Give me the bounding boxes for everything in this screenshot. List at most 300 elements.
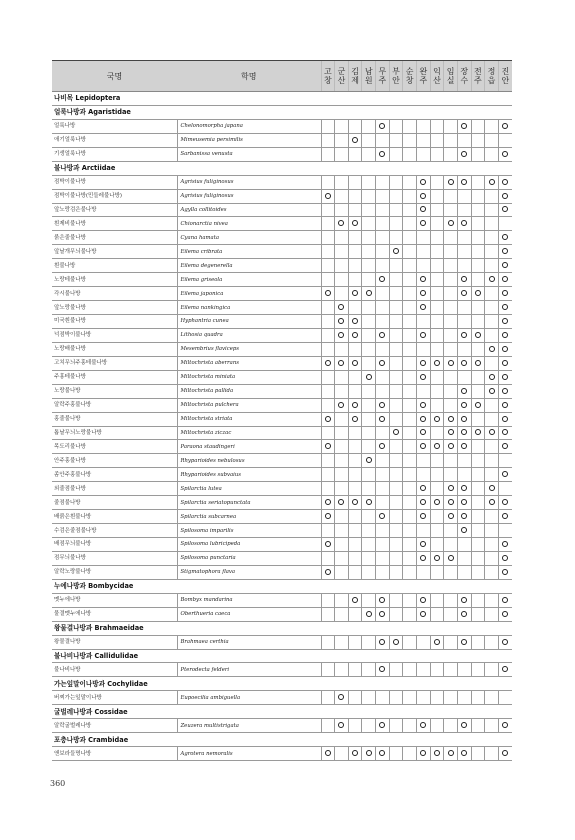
location-cell	[471, 398, 485, 412]
location-cell	[362, 328, 376, 342]
location-cell	[321, 370, 335, 384]
header-scientific-name: 학명	[177, 61, 321, 92]
location-cell	[335, 189, 349, 203]
location-cell	[335, 217, 349, 231]
header-location-char: 익	[433, 67, 441, 76]
header-location	[471, 61, 485, 92]
location-cell	[444, 510, 458, 524]
location-cell	[416, 524, 430, 538]
presence-circle-icon	[352, 220, 358, 226]
group-label: 나비목 Lepidoptera	[52, 92, 512, 106]
location-cell	[485, 273, 499, 287]
table-row	[52, 287, 512, 301]
location-cell	[485, 607, 499, 621]
header-location-char: 완	[419, 67, 428, 76]
korean-name-cell: 앤보라들명나방	[52, 747, 177, 761]
location-cell	[348, 189, 362, 203]
presence-circle-icon	[461, 179, 467, 185]
location-cell	[457, 691, 471, 705]
presence-circle-icon	[379, 416, 385, 422]
location-cell	[485, 440, 499, 454]
presence-circle-icon	[461, 429, 467, 435]
location-cell	[430, 538, 444, 552]
presence-circle-icon	[475, 332, 481, 338]
location-cell	[498, 565, 512, 579]
location-cell	[416, 551, 430, 565]
presence-circle-icon	[420, 443, 426, 449]
location-cell	[430, 524, 444, 538]
location-cell	[457, 231, 471, 245]
presence-circle-icon	[502, 234, 508, 240]
presence-circle-icon	[420, 304, 426, 310]
presence-circle-icon	[461, 416, 467, 422]
page-number: 360	[50, 779, 66, 788]
presence-circle-icon	[434, 499, 440, 505]
location-cell	[416, 231, 430, 245]
location-cell	[416, 189, 430, 203]
location-cell	[498, 524, 512, 538]
presence-circle-icon	[434, 555, 440, 561]
location-cell	[485, 454, 499, 468]
korean-name-cell: 멧누에나방	[52, 593, 177, 607]
location-cell	[403, 663, 417, 677]
location-cell	[416, 119, 430, 133]
presence-circle-icon	[420, 597, 426, 603]
presence-circle-icon	[379, 750, 385, 756]
table-row	[52, 691, 512, 705]
location-cell	[485, 593, 499, 607]
presence-circle-icon	[461, 499, 467, 505]
location-cell	[485, 189, 499, 203]
presence-circle-icon	[502, 151, 508, 157]
location-cell	[444, 287, 458, 301]
presence-circle-icon	[338, 318, 344, 324]
location-cell	[348, 175, 362, 189]
location-cell	[485, 524, 499, 538]
korean-name-cell: 안주홍불나방	[52, 454, 177, 468]
location-cell	[498, 426, 512, 440]
presence-circle-icon	[366, 750, 372, 756]
scientific-name-cell: Rhyparioides subvaius	[177, 468, 321, 482]
location-cell	[376, 412, 390, 426]
presence-circle-icon	[420, 750, 426, 756]
location-cell	[444, 342, 458, 356]
location-cell	[430, 203, 444, 217]
location-cell	[389, 231, 403, 245]
location-cell	[321, 454, 335, 468]
location-cell	[457, 189, 471, 203]
scientific-name-cell: Miltochrista pallida	[177, 384, 321, 398]
location-cell	[444, 551, 458, 565]
location-cell	[498, 440, 512, 454]
location-cell	[485, 342, 499, 356]
location-cell	[471, 189, 485, 203]
location-cell	[457, 593, 471, 607]
location-cell	[389, 593, 403, 607]
location-cell	[416, 147, 430, 161]
location-cell	[444, 133, 458, 147]
location-cell	[444, 273, 458, 287]
location-cell	[335, 593, 349, 607]
location-cell	[471, 510, 485, 524]
species-table-sheet	[52, 60, 512, 761]
presence-circle-icon	[502, 123, 508, 129]
location-cell	[430, 635, 444, 649]
scientific-name-cell: Spilosoma punctaria	[177, 551, 321, 565]
location-cell	[348, 426, 362, 440]
korean-name-cell: 앞노랑불나방	[52, 301, 177, 315]
location-cell	[389, 398, 403, 412]
location-cell	[498, 133, 512, 147]
location-cell	[348, 663, 362, 677]
group-label: 포충나방과 Crambidae	[52, 733, 512, 747]
location-cell	[389, 356, 403, 370]
header-location	[416, 61, 430, 92]
scientific-name-cell: Spilarctia subcarnea	[177, 510, 321, 524]
location-cell	[457, 217, 471, 231]
presence-circle-icon	[475, 429, 481, 435]
location-cell	[389, 370, 403, 384]
location-cell	[471, 231, 485, 245]
location-cell	[376, 189, 390, 203]
location-cell	[376, 119, 390, 133]
location-cell	[348, 691, 362, 705]
location-cell	[389, 203, 403, 217]
scientific-name-cell: Spilarctia lutea	[177, 482, 321, 496]
location-cell	[389, 412, 403, 426]
table-row	[52, 663, 512, 677]
location-cell	[321, 287, 335, 301]
location-cell	[348, 524, 362, 538]
location-cell	[498, 328, 512, 342]
location-cell	[362, 133, 376, 147]
location-cell	[321, 384, 335, 398]
presence-circle-icon	[502, 332, 508, 338]
header-location-char: 산	[337, 76, 346, 85]
location-cell	[416, 565, 430, 579]
presence-circle-icon	[502, 318, 508, 324]
location-cell	[389, 607, 403, 621]
table-row	[52, 189, 512, 203]
location-cell	[416, 370, 430, 384]
location-cell	[335, 175, 349, 189]
scientific-name-cell: Rhyparioides nebulosus	[177, 454, 321, 468]
table-row	[52, 342, 512, 356]
location-cell	[403, 245, 417, 259]
location-cell	[335, 133, 349, 147]
location-cell	[321, 635, 335, 649]
presence-circle-icon	[502, 666, 508, 672]
location-cell	[389, 189, 403, 203]
presence-circle-icon	[352, 290, 358, 296]
header-location-char: 정	[487, 67, 496, 76]
korean-name-cell: 앞날개무늬불나방	[52, 245, 177, 259]
location-cell	[376, 663, 390, 677]
location-cell	[430, 301, 444, 315]
presence-circle-icon	[420, 206, 426, 212]
table-row	[52, 468, 512, 482]
group-header-row	[52, 161, 512, 175]
location-cell	[389, 747, 403, 761]
location-cell	[444, 565, 458, 579]
header-location-char: 원	[364, 76, 373, 85]
location-cell	[471, 273, 485, 287]
location-cell	[430, 482, 444, 496]
location-cell	[321, 482, 335, 496]
location-cell	[403, 719, 417, 733]
location-cell	[457, 203, 471, 217]
scientific-name-cell: Mesembrius flaviceps	[177, 342, 321, 356]
presence-circle-icon	[338, 694, 344, 700]
location-cell	[416, 691, 430, 705]
location-cell	[403, 496, 417, 510]
table-row	[52, 175, 512, 189]
korean-name-cell: 버찌가는잎말이나방	[52, 691, 177, 705]
presence-circle-icon	[420, 429, 426, 435]
location-cell	[348, 538, 362, 552]
location-cell	[457, 259, 471, 273]
location-cell	[416, 510, 430, 524]
location-cell	[471, 384, 485, 398]
header-location-char: 부	[392, 67, 400, 76]
location-cell	[348, 719, 362, 733]
korean-name-cell: 물결멧누에나방	[52, 607, 177, 621]
location-cell	[498, 482, 512, 496]
location-cell	[485, 259, 499, 273]
scientific-name-cell: Lithosia quadra	[177, 328, 321, 342]
korean-name-cell: 수검은줄점불나방	[52, 524, 177, 538]
location-cell	[362, 496, 376, 510]
location-cell	[471, 440, 485, 454]
location-cell	[485, 175, 499, 189]
location-cell	[471, 468, 485, 482]
header-location	[498, 61, 512, 92]
presence-circle-icon	[448, 360, 454, 366]
location-cell	[376, 747, 390, 761]
location-cell	[321, 147, 335, 161]
location-cell	[335, 287, 349, 301]
location-cell	[430, 496, 444, 510]
location-cell	[362, 259, 376, 273]
presence-circle-icon	[489, 374, 495, 380]
table-row	[52, 217, 512, 231]
location-cell	[362, 245, 376, 259]
location-cell	[362, 482, 376, 496]
location-cell	[348, 496, 362, 510]
scientific-name-cell: Cyana hamata	[177, 231, 321, 245]
presence-circle-icon	[502, 750, 508, 756]
location-cell	[348, 551, 362, 565]
table-row	[52, 273, 512, 287]
location-cell	[485, 231, 499, 245]
korean-name-cell: 점박이불나방	[52, 175, 177, 189]
location-cell	[321, 663, 335, 677]
location-cell	[403, 468, 417, 482]
presence-circle-icon	[420, 374, 426, 380]
location-cell	[362, 607, 376, 621]
location-cell	[430, 593, 444, 607]
presence-circle-icon	[502, 416, 508, 422]
location-cell	[362, 398, 376, 412]
location-cell	[444, 328, 458, 342]
location-cell	[321, 315, 335, 329]
location-cell	[444, 593, 458, 607]
presence-circle-icon	[366, 290, 372, 296]
location-cell	[321, 273, 335, 287]
location-cell	[485, 538, 499, 552]
korean-name-cell: 점무늬불나방	[52, 551, 177, 565]
presence-circle-icon	[461, 485, 467, 491]
location-cell	[444, 301, 458, 315]
location-cell	[403, 593, 417, 607]
location-cell	[348, 245, 362, 259]
korean-name-cell: 앞노랑검은불나방	[52, 203, 177, 217]
location-cell	[416, 607, 430, 621]
location-cell	[321, 231, 335, 245]
scientific-name-cell: Stigmatophora flava	[177, 565, 321, 579]
presence-circle-icon	[420, 416, 426, 422]
presence-circle-icon	[338, 220, 344, 226]
location-cell	[362, 691, 376, 705]
korean-name-cell: 목도리불나방	[52, 440, 177, 454]
location-cell	[403, 440, 417, 454]
presence-circle-icon	[379, 611, 385, 617]
location-cell	[389, 663, 403, 677]
location-cell	[471, 691, 485, 705]
location-cell	[430, 551, 444, 565]
scientific-name-cell: Sarbanissa venusta	[177, 147, 321, 161]
location-cell	[485, 426, 499, 440]
location-cell	[376, 565, 390, 579]
location-cell	[498, 356, 512, 370]
location-cell	[416, 273, 430, 287]
location-cell	[457, 342, 471, 356]
location-cell	[457, 370, 471, 384]
location-cell	[348, 203, 362, 217]
location-cell	[498, 496, 512, 510]
location-cell	[457, 747, 471, 761]
location-cell	[485, 565, 499, 579]
location-cell	[485, 412, 499, 426]
location-cell	[348, 440, 362, 454]
presence-circle-icon	[352, 360, 358, 366]
location-cell	[376, 370, 390, 384]
location-cell	[362, 273, 376, 287]
location-cell	[498, 468, 512, 482]
location-cell	[376, 287, 390, 301]
presence-circle-icon	[502, 513, 508, 519]
location-cell	[444, 524, 458, 538]
scientific-name-cell: Agylla collitoides	[177, 203, 321, 217]
location-cell	[376, 384, 390, 398]
location-cell	[389, 328, 403, 342]
location-cell	[335, 231, 349, 245]
presence-circle-icon	[393, 639, 399, 645]
location-cell	[321, 565, 335, 579]
location-cell	[444, 203, 458, 217]
location-cell	[389, 287, 403, 301]
location-cell	[498, 203, 512, 217]
header-location-char: 제	[351, 76, 359, 85]
location-cell	[485, 747, 499, 761]
presence-circle-icon	[461, 443, 467, 449]
location-cell	[498, 231, 512, 245]
location-cell	[362, 342, 376, 356]
location-cell	[430, 259, 444, 273]
location-cell	[416, 342, 430, 356]
presence-circle-icon	[352, 499, 358, 505]
presence-circle-icon	[475, 360, 481, 366]
location-cell	[376, 426, 390, 440]
location-cell	[416, 328, 430, 342]
korean-name-cell: 홍줄불나방	[52, 412, 177, 426]
location-cell	[321, 593, 335, 607]
location-cell	[348, 635, 362, 649]
group-label: 얼룩나방과 Agaristidae	[52, 105, 512, 119]
location-cell	[403, 384, 417, 398]
location-cell	[376, 356, 390, 370]
presence-circle-icon	[502, 555, 508, 561]
location-cell	[348, 454, 362, 468]
location-cell	[444, 231, 458, 245]
location-cell	[457, 384, 471, 398]
location-cell	[376, 273, 390, 287]
location-cell	[457, 398, 471, 412]
presence-circle-icon	[420, 499, 426, 505]
presence-circle-icon	[325, 513, 331, 519]
location-cell	[403, 412, 417, 426]
scientific-name-cell: Chelonomorpha japana	[177, 119, 321, 133]
location-cell	[471, 370, 485, 384]
location-cell	[335, 551, 349, 565]
scientific-name-cell: Spilosoma imparilis	[177, 524, 321, 538]
location-cell	[444, 384, 458, 398]
location-cell	[348, 342, 362, 356]
location-cell	[485, 328, 499, 342]
presence-circle-icon	[489, 179, 495, 185]
presence-circle-icon	[502, 541, 508, 547]
presence-circle-icon	[434, 360, 440, 366]
location-cell	[430, 175, 444, 189]
location-cell	[416, 175, 430, 189]
location-cell	[430, 273, 444, 287]
presence-circle-icon	[448, 499, 454, 505]
korean-name-cell: 각시불나방	[52, 287, 177, 301]
location-cell	[416, 635, 430, 649]
location-cell	[457, 315, 471, 329]
scientific-name-cell: Pterodecta felderi	[177, 663, 321, 677]
presence-circle-icon	[489, 485, 495, 491]
location-cell	[348, 147, 362, 161]
location-cell	[498, 384, 512, 398]
location-cell	[444, 747, 458, 761]
presence-circle-icon	[420, 193, 426, 199]
location-cell	[335, 691, 349, 705]
presence-circle-icon	[379, 597, 385, 603]
location-cell	[376, 175, 390, 189]
presence-circle-icon	[448, 220, 454, 226]
location-cell	[403, 565, 417, 579]
location-cell	[403, 747, 417, 761]
header-location-char: 읍	[487, 76, 496, 85]
location-cell	[430, 342, 444, 356]
location-cell	[403, 147, 417, 161]
location-cell	[485, 356, 499, 370]
location-cell	[498, 593, 512, 607]
location-cell	[348, 217, 362, 231]
location-cell	[362, 287, 376, 301]
location-cell	[485, 301, 499, 315]
